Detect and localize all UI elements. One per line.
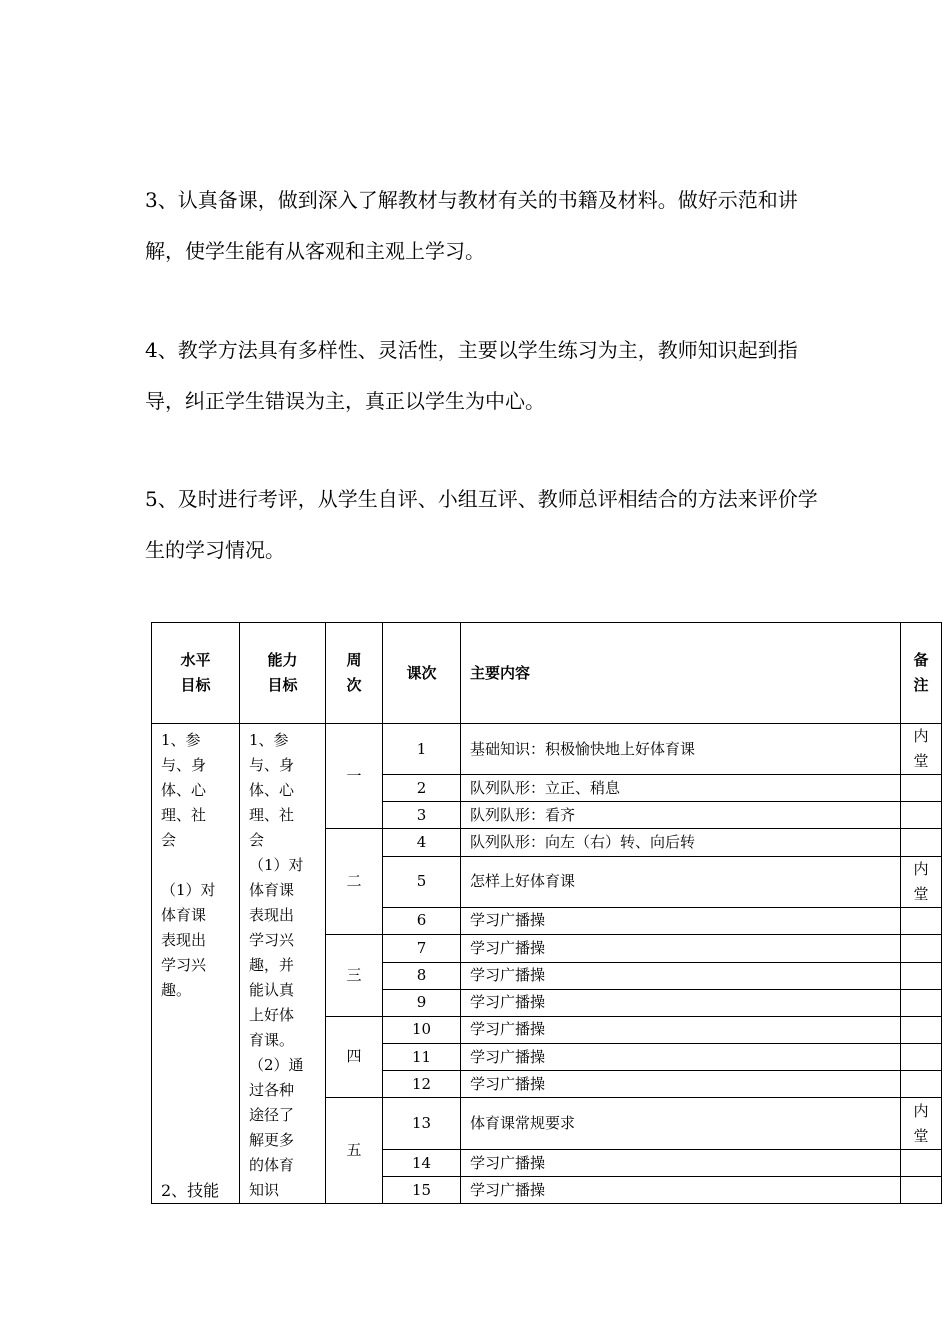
lesson-content-cell: 怎样上好体育课: [461, 856, 901, 907]
lesson-content-cell: 学习广播操: [461, 1177, 901, 1204]
header-week: 周 次: [326, 623, 383, 724]
note-cell: [901, 1150, 942, 1177]
note-cell: 内 堂: [901, 724, 942, 775]
lesson-number-cell: 9: [383, 989, 461, 1016]
week-cell: 五: [326, 1098, 383, 1204]
week-cell: 四: [326, 1016, 383, 1098]
lesson-number-cell: 6: [383, 907, 461, 934]
note-cell: [901, 775, 942, 802]
paragraph-4: 4、教学方法具有多样性、灵活性，主要以学生练习为主，教师知识起到指导，纠正学生错误为主，真正以学生为中心。: [145, 338, 798, 413]
lesson-content-cell: 学习广播操: [461, 1016, 901, 1044]
level-goal-cell: 1、参 与、身 体、心 理、社 会 （1）对 体育课 表现出 学习兴 趣。 2、技能: [152, 724, 240, 1204]
lesson-number-cell: 2: [383, 775, 461, 802]
lesson-number-cell: 11: [383, 1044, 461, 1071]
lesson-content-cell: 体育课常规要求: [461, 1098, 901, 1150]
note-cell: [901, 934, 942, 962]
lesson-content-cell: 队列队形：看齐: [461, 802, 901, 829]
lesson-content-cell: 学习广播操: [461, 989, 901, 1016]
teaching-plan-table: [151, 622, 942, 1204]
note-cell: [901, 989, 942, 1016]
header-ability-goal: 能力 目标: [240, 623, 326, 724]
week-cell: 二: [326, 829, 383, 935]
lesson-number-cell: 13: [383, 1098, 461, 1150]
lesson-content-cell: 学习广播操: [461, 1071, 901, 1098]
lesson-number-cell: 4: [383, 829, 461, 857]
lesson-content-cell: 学习广播操: [461, 962, 901, 989]
lesson-number-cell: 12: [383, 1071, 461, 1098]
lesson-content-cell: 学习广播操: [461, 1044, 901, 1071]
lesson-content-cell: 学习广播操: [461, 907, 901, 934]
lesson-number-cell: 7: [383, 934, 461, 962]
lesson-number-cell: 14: [383, 1150, 461, 1177]
lesson-content-cell: 学习广播操: [461, 934, 901, 962]
lesson-number-cell: 3: [383, 802, 461, 829]
note-cell: [901, 1177, 942, 1204]
lesson-number-cell: 10: [383, 1016, 461, 1044]
header-lesson: 课次: [383, 623, 461, 724]
lesson-content-cell: 队列队形：立正、稍息: [461, 775, 901, 802]
lesson-content-cell: 队列队形：向左（右）转、向后转: [461, 829, 901, 857]
lesson-content-cell: 学习广播操: [461, 1150, 901, 1177]
paragraph-5: 5、及时进行考评，从学生自评、小组互评、教师总评相结合的方法来评价学生的学习情况。: [145, 487, 818, 562]
lesson-number-cell: 5: [383, 856, 461, 907]
header-level-goal: 水平 目标: [152, 623, 240, 724]
paragraph-3: 3、认真备课，做到深入了解教材与教材有关的书籍及材料。做好示范和讲解，使学生能有从客观和主观上学习。: [145, 188, 798, 263]
note-cell: [901, 829, 942, 857]
note-cell: [901, 802, 942, 829]
note-cell: [901, 1016, 942, 1044]
lesson-number-cell: 8: [383, 962, 461, 989]
header-main-content: 主要内容: [461, 623, 901, 724]
week-cell: 一: [326, 724, 383, 829]
table-row: [152, 724, 942, 775]
note-cell: 内 堂: [901, 1098, 942, 1150]
note-cell: [901, 962, 942, 989]
lesson-number-cell: 15: [383, 1177, 461, 1204]
note-cell: 内 堂: [901, 856, 942, 907]
header-note: 备 注: [901, 623, 942, 724]
week-cell: 三: [326, 934, 383, 1016]
note-cell: [901, 907, 942, 934]
level-goal-bottom: 2、技能: [161, 1181, 220, 1200]
lesson-content-cell: 基础知识：积极愉快地上好体育课: [461, 724, 901, 775]
table-header-row: [152, 623, 942, 724]
note-cell: [901, 1071, 942, 1098]
note-cell: [901, 1044, 942, 1071]
ability-goal-cell: 1、参 与、身 体、心 理、社 会 （1）对 体育课 表现出 学习兴 趣，并 能认真 上好体 育课。 （2）通 过各种 途径了 解更多 的体育 知识: [240, 724, 326, 1204]
lesson-number-cell: 1: [383, 724, 461, 775]
